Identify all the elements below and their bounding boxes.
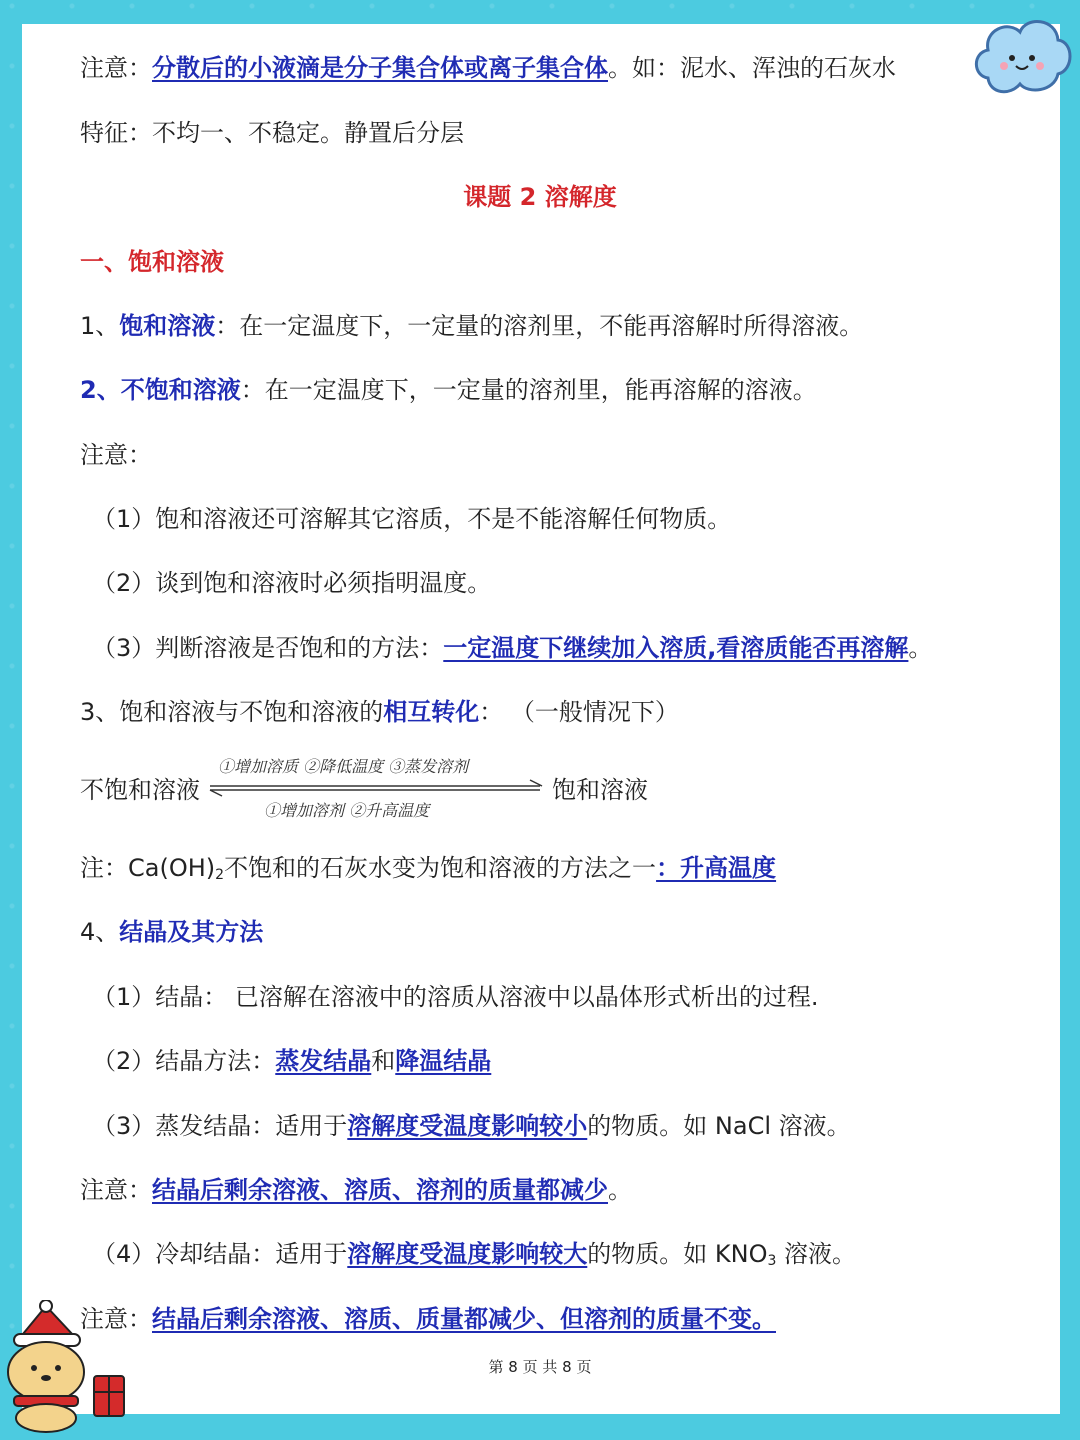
heading-text: 3、饱和溶液与不饱和溶液的: [80, 698, 384, 726]
item-text: （3）蒸发结晶：适用于: [92, 1112, 348, 1140]
note-dispersion: [80, 52, 896, 84]
note-text: 注：Ca(OH): [80, 854, 216, 882]
note-text: 。: [608, 1176, 632, 1204]
highlight-text: 降温结晶: [395, 1047, 492, 1075]
heading-text: ： （一般情况下）: [479, 698, 679, 726]
conversion-bottom-conditions: ①增加溶剂 ②升高温度: [264, 801, 430, 820]
evaporation-crystallization: [92, 1110, 851, 1142]
note-item-2: （2）谈到饱和溶液时必须指明温度。: [92, 569, 492, 597]
definition: ：在一定温度下，一定量的溶剂里，能再溶解的溶液。: [240, 376, 817, 404]
puppy-santa-sticker-icon: [0, 1300, 140, 1435]
subscript: 3: [767, 1253, 777, 1269]
note-text: 不饱和的石灰水变为饱和溶液的方法之一: [224, 854, 657, 882]
section-heading: 一、饱和溶液: [80, 248, 224, 276]
highlight-text: 一定温度下继续加入溶质,看溶质能否再溶解: [443, 634, 909, 662]
note-label: 注意：: [80, 1176, 152, 1204]
lesson-title: 课题 2 溶解度: [463, 183, 617, 211]
item-text: 和: [371, 1047, 396, 1075]
unsaturated-definition: [80, 374, 817, 406]
crystallization-definition: （1）结晶： 已溶解在溶液中的溶质从溶液中以晶体形式析出的过程.: [92, 983, 819, 1011]
crystallization-methods: [92, 1045, 491, 1077]
highlight-text: 结晶后剩余溶液、溶质、质量都减少、但溶剂的质量不变。: [152, 1305, 776, 1333]
saturated-definition: [80, 310, 863, 342]
item-number: 1、: [80, 312, 120, 340]
cooling-crystallization: [92, 1238, 856, 1277]
note-heading: 注意：: [80, 441, 152, 469]
cooling-note: [80, 1303, 776, 1335]
definition: ：在一定温度下，一定量的溶剂里，不能再溶解时所得溶液。: [215, 312, 864, 340]
conversion-left-label: 不饱和溶液: [80, 776, 200, 804]
evaporation-note: [80, 1174, 632, 1206]
item-text: 的物质。如 KNO: [587, 1240, 768, 1268]
note-text: 。如：泥水、浑浊的石灰水: [608, 54, 896, 82]
note-text: （3）判断溶液是否饱和的方法：: [92, 634, 444, 662]
note-label: 注意：: [80, 1305, 152, 1333]
term: 结晶及其方法: [119, 918, 264, 946]
subscript: 2: [215, 867, 225, 883]
highlight-text: 蒸发结晶: [275, 1047, 372, 1075]
conversion-heading: [80, 696, 679, 728]
item-text: 溶液。: [776, 1240, 857, 1268]
highlight-text: 分散后的小液滴是分子集合体或离子集合体: [152, 54, 608, 82]
item-text: （2）结晶方法：: [92, 1047, 276, 1075]
cloud-sticker-icon: [968, 8, 1076, 104]
conversion-right-label: 饱和溶液: [552, 776, 648, 804]
item-text: 的物质。如 NaCl 溶液。: [587, 1112, 851, 1140]
note-item-1: （1）饱和溶液还可溶解其它溶质，不是不能溶解任何物质。: [92, 505, 732, 533]
note-label: 注意：: [80, 54, 152, 82]
highlight-text: 溶解度受温度影响较小: [347, 1112, 588, 1140]
item-number: 4、: [80, 918, 120, 946]
highlight-text: ：升高温度: [656, 854, 777, 882]
conversion-diagram: [206, 752, 546, 822]
note-item-3: [92, 632, 932, 664]
item-text: （4）冷却结晶：适用于: [92, 1240, 348, 1268]
calcium-hydroxide-note: [80, 852, 776, 891]
term: 饱和溶液: [119, 312, 216, 340]
conversion-top-conditions: ①增加溶质 ②降低温度 ③蒸发溶剂: [218, 757, 469, 776]
highlight-text: 结晶后剩余溶液、溶质、溶剂的质量都减少: [152, 1176, 608, 1204]
feature-line: 特征：不均一、不稳定。静置后分层: [80, 119, 464, 147]
note-text: 。: [908, 634, 933, 662]
term: 相互转化: [383, 698, 480, 726]
page-footer: 第 8 页 共 8 页: [488, 1358, 592, 1376]
crystallization-heading: [80, 916, 263, 948]
highlight-text: 溶解度受温度影响较大: [347, 1240, 588, 1268]
term: 2、不饱和溶液: [80, 376, 241, 404]
